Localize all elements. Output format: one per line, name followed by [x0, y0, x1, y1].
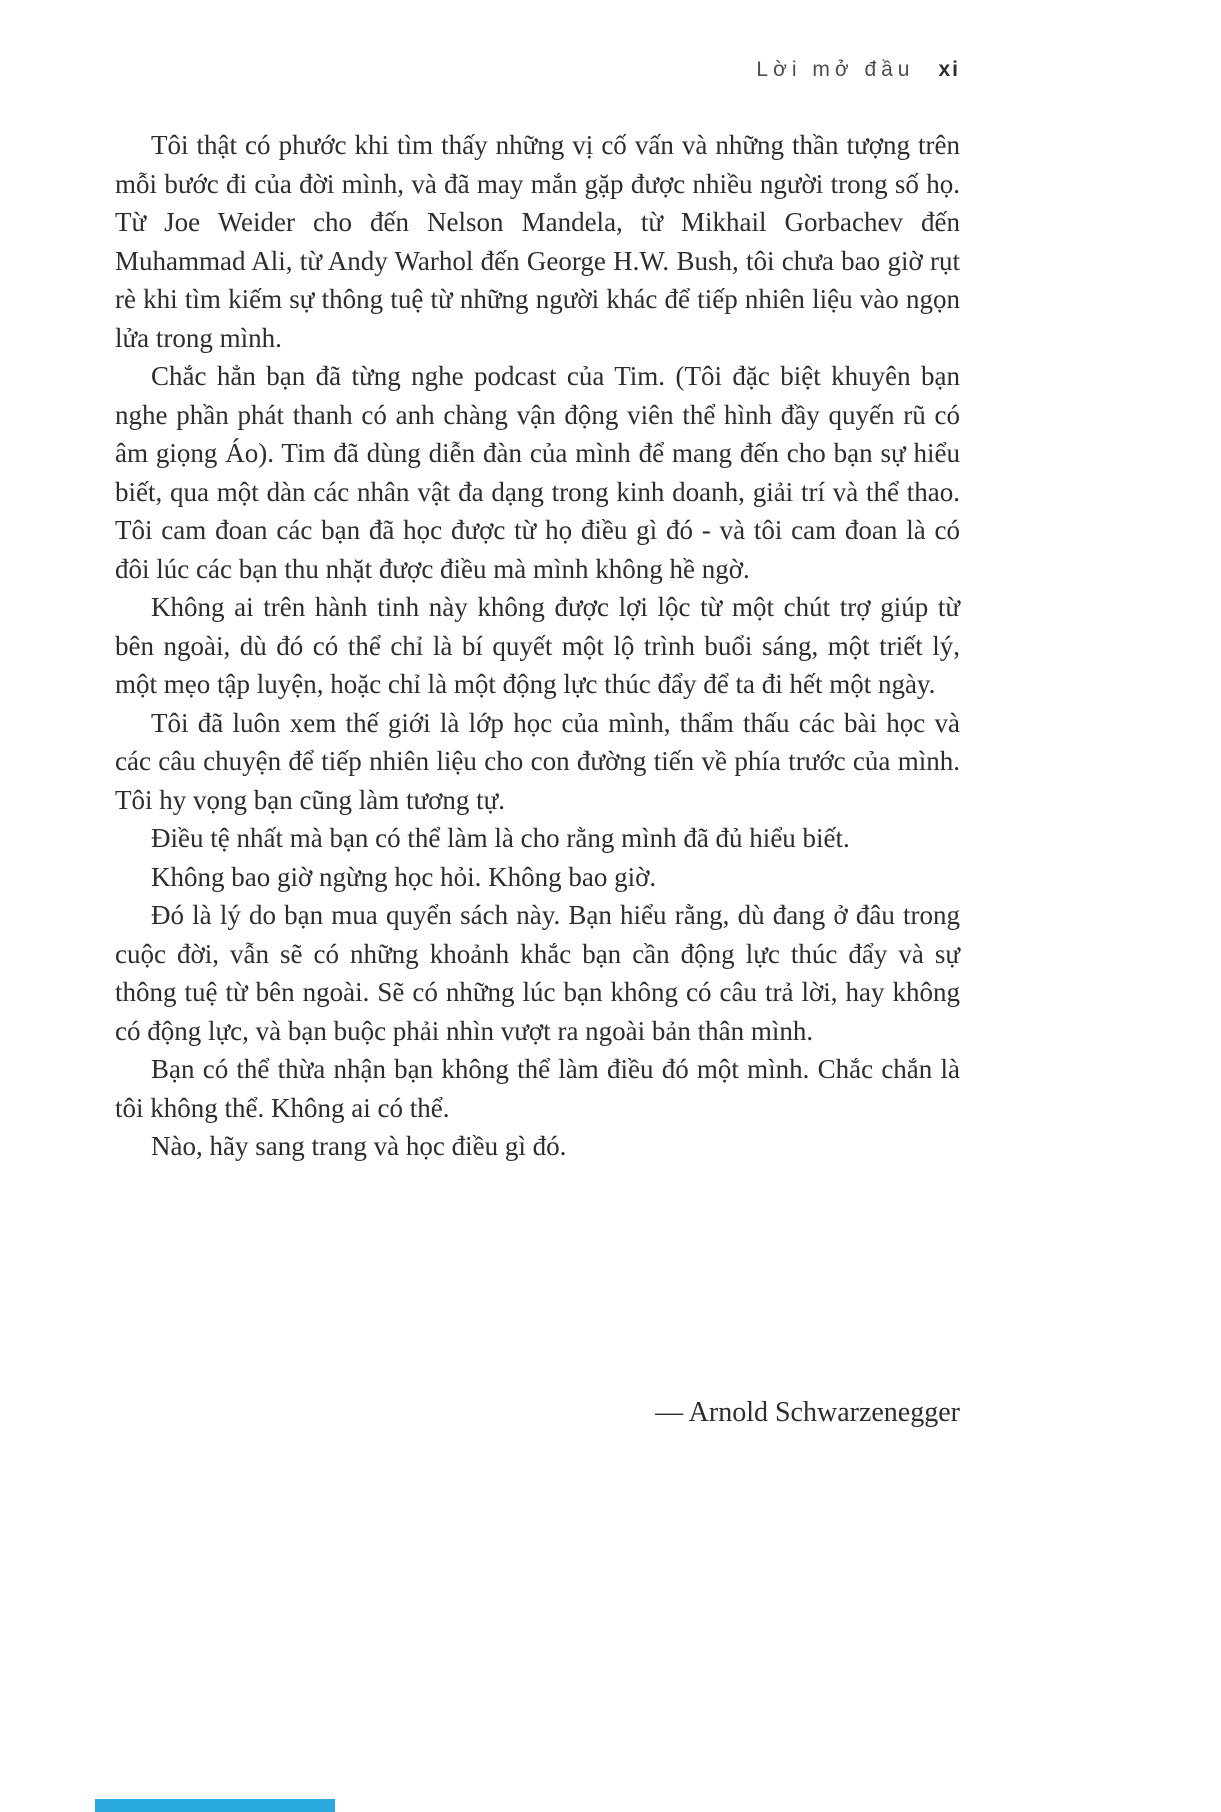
- footer-accent-bar: [95, 1799, 335, 1812]
- paragraph: Không ai trên hành tinh này không được lợi lộc từ một chút trợ giúp từ bên ngoài, dù đó có thể chỉ là bí quyết một lộ trình buổi sáng, một triết lý, một mẹo tập luyện, hoặc chỉ là một động lực thúc đẩy để ta đi hết một ngày.: [115, 592, 960, 699]
- paragraph: Không bao giờ ngừng học hỏi. Không bao giờ.: [151, 861, 657, 892]
- paragraph: Bạn có thể thừa nhận bạn không thể làm điều đó một mình. Chắc chắn là tôi không thể. Không ai có thể.: [115, 1054, 960, 1123]
- page-number: xi: [938, 58, 960, 81]
- paragraph: Tôi đã luôn xem thế giới là lớp học của mình, thẩm thấu các bài học và các câu chuyện để tiếp nhiên liệu cho con đường tiến về phía trước của mình. Tôi hy vọng bạn cũng làm tương tự.: [115, 707, 960, 815]
- page-header: [115, 58, 960, 82]
- body-text: [115, 126, 960, 1432]
- signature: — Arnold Schwarzenegger: [655, 1396, 960, 1428]
- paragraph: Tôi thật có phước khi tìm thấy những vị cố vấn và những thần tượng trên mỗi bước đi của đời mình, và đã may mắn gặp được nhiều người trong số họ. Từ Joe Weider cho đến Nelson Mandela, từ Mikhail Gorbachev đến Muhammad Ali, từ Andy Warhol đến George H.W. Bush, tôi chưa bao giờ rụt rè khi tìm kiếm sự thông tuệ từ những người khác để tiếp nhiên liệu vào ngọn lửa trong mình.: [115, 130, 960, 353]
- running-title: Lời mở đầu: [756, 58, 915, 81]
- paragraph: Đó là lý do bạn mua quyển sách này. Bạn hiểu rằng, dù đang ở đâu trong cuộc đời, vẫn sẽ có những khoảnh khắc bạn cần động lực thúc đẩy và sự thông tuệ từ bên ngoài. Sẽ có những lúc bạn không có câu trả lời, hay không có động lực, và bạn buộc phải nhìn vượt ra ngoài bản thân mình.: [115, 900, 960, 1046]
- body-paragraphs: [115, 126, 960, 1166]
- paragraph: Điều tệ nhất mà bạn có thể làm là cho rằng mình đã đủ hiểu biết.: [151, 823, 850, 853]
- paragraph: Nào, hãy sang trang và học điều gì đó.: [151, 1131, 567, 1161]
- paragraph: Chắc hẳn bạn đã từng nghe podcast của Tim. (Tôi đặc biệt khuyên bạn nghe phần phát thanh có anh chàng vận động viên thể hình đầy quyến rũ có âm giọng Áo). Tim đã dùng diễn đàn của mình để mang đến cho bạn sự hiểu biết, qua một dàn các nhân vật đa dạng trong kinh doanh, giải trí và thể thao. Tôi cam đoan các bạn đã học được từ họ điều gì đó - và tôi cam đoan là có đôi lúc các bạn thu nhặt được điều mà mình không hề ngờ.: [115, 361, 960, 584]
